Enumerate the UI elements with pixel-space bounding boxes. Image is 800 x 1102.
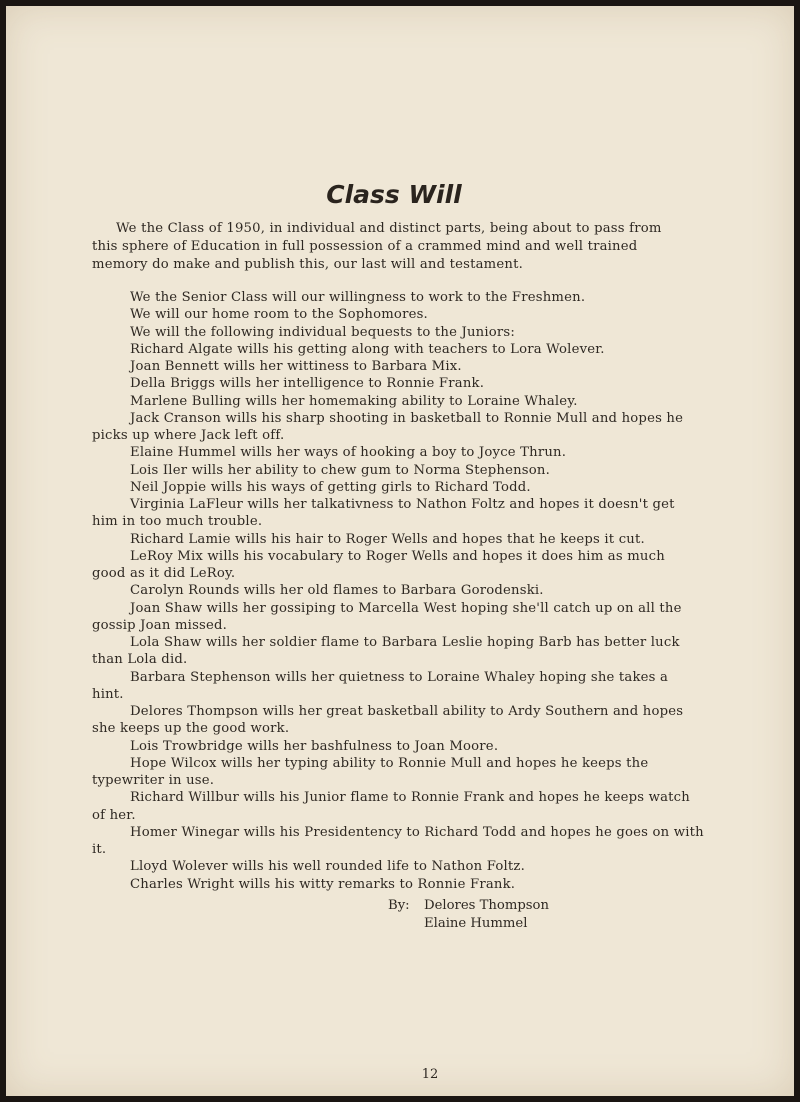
bequest-line: Joan Bennett wills her wittiness to Barbara Mix. [130, 359, 462, 374]
bequest-line: We the Senior Class will our willingness to work to the Freshmen. [130, 290, 586, 305]
bequest-line: Homer Winegar wills his Presidentency to Richard Todd and hopes he goes on with [130, 824, 704, 840]
bequest-line: Charles Wright wills his witty remarks to Ronnie Frank. [130, 876, 516, 892]
bequest-line: Lois Iler wills her ability to chew gum to Norma Stephenson. [130, 462, 550, 478]
page-title: Class Will [326, 180, 462, 209]
bequest-line: Neil Joppie wills his ways of getting girls to Richard Todd. [130, 479, 531, 495]
bequest-line: than Lola did. [92, 652, 188, 668]
bequest-line: Marlene Bulling wills her homemaking ability to Loraine Whaley. [130, 393, 578, 409]
bequest-line: him in too much trouble. [92, 514, 263, 530]
bequest-line: Richard Lamie wills his hair to Roger Wells and hopes that he keeps it cut. [130, 531, 645, 547]
bequest-line: typewriter in use. [92, 773, 215, 788]
bequest-line: Elaine Hummel wills her ways of hooking a boy to Joyce Thrun. [130, 445, 567, 461]
bequest-line: good as it did LeRoy. [92, 566, 236, 581]
signature-name: Elaine Hummel [424, 915, 528, 931]
bequest-line: Hope Wilcox wills her typing ability to Ronnie Mull and hopes he keeps the [130, 755, 649, 771]
bequest-line: Carolyn Rounds wills her old flames to Barbara Gorodenski. [130, 583, 544, 599]
bequest-line: Jack Cranson wills his sharp shooting in basketball to Ronnie Mull and hopes he [130, 410, 684, 426]
bequest-line: Della Briggs wills her intelligence to Ronnie Frank. [130, 376, 485, 392]
signature-name: Delores Thompson [424, 898, 549, 913]
bequest-line: hint. [92, 686, 124, 702]
preamble-line: memory do make and publish this, our last will and testament. [92, 257, 523, 272]
bequest-line: We will the following individual bequests to the Juniors: [130, 324, 516, 340]
bequest-line: Barbara Stephenson wills her quietness to Loraine Whaley hoping she takes a [130, 669, 669, 685]
bequest-line: of her. [92, 807, 136, 823]
bequest-line: Lola Shaw wills her soldier flame to Barbara Leslie hoping Barb has better luck [130, 635, 680, 650]
bequest-line: gossip Joan missed. [92, 617, 228, 633]
bequest-line: Lloyd Wolever wills his well rounded life to Nathon Foltz. [130, 859, 525, 875]
bequest-line: Delores Thompson wills her great basketball ability to Ardy Southern and hopes [130, 704, 684, 719]
preamble-line: We the Class of 1950, in individual and distinct parts, being about to pass from [116, 221, 662, 236]
preamble-paragraph [92, 220, 732, 274]
bequest-line: Lois Trowbridge wills her bashfulness to Joan Moore. [130, 738, 499, 754]
bequest-line: it. [92, 842, 107, 857]
signature-block [388, 897, 549, 932]
page-number: 12 [421, 1067, 439, 1082]
bequest-line: Virginia LaFleur wills her talkativness to Nathon Foltz and hopes it doesn't get [130, 497, 675, 512]
bequest-line: LeRoy Mix wills his vocabulary to Roger Wells and hopes it does him as much [130, 548, 665, 564]
bequest-line: picks up where Jack left off. [92, 428, 285, 443]
bequest-line: Richard Algate wills his getting along with teachers to Lora Wolever. [130, 341, 605, 357]
bequest-line: We will our home room to the Sophomores. [130, 307, 428, 323]
bequest-list [92, 289, 767, 893]
bequest-line: Joan Shaw wills her gossiping to Marcella West hoping she'll catch up on all the [130, 600, 682, 616]
bequest-line: she keeps up the good work. [92, 721, 290, 737]
bequest-line: Richard Willbur wills his Junior flame to Ronnie Frank and hopes he keeps watch [130, 790, 690, 806]
preamble-line: this sphere of Education in full possession of a crammed mind and well trained [92, 239, 638, 254]
signature-label: By: [388, 898, 410, 913]
